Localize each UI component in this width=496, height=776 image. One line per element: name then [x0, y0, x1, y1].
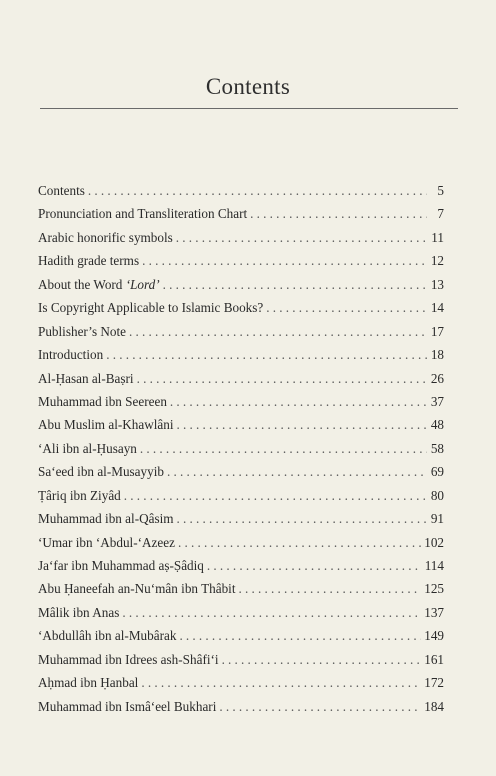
dot-leader — [177, 417, 427, 433]
dot-leader — [207, 558, 422, 574]
dot-leader — [137, 371, 427, 387]
page-title: Contents — [205, 74, 291, 99]
toc-entry-page-number: 26 — [430, 370, 444, 386]
dot-leader — [239, 581, 422, 597]
toc-entry-page-number: 161 — [424, 651, 444, 667]
toc-entry — [38, 535, 444, 558]
toc-entry-page-number: 11 — [431, 229, 444, 245]
dot-leader — [222, 652, 422, 668]
toc-entry-page-number: 14 — [430, 300, 444, 316]
toc-entry — [38, 488, 444, 511]
dot-leader — [140, 441, 427, 457]
toc-entry-page-number: 18 — [430, 347, 444, 363]
dot-leader — [167, 464, 427, 480]
dot-leader — [129, 324, 427, 340]
toc-entry — [38, 230, 444, 253]
toc-entry-title: Pronunciation and Transliteration Chart — [38, 206, 248, 222]
toc-entry-page-number: 69 — [430, 464, 444, 480]
toc-entry-title: ‘Abdullâh ibn al-Mubârak — [38, 628, 177, 644]
toc-entry-page-number: 125 — [424, 581, 444, 597]
toc-entry-page-number: 17 — [430, 323, 444, 339]
toc-entry — [38, 206, 444, 229]
toc-entry — [38, 300, 444, 323]
toc-entry-page-number: 114 — [424, 558, 444, 573]
toc-entry — [38, 675, 444, 698]
toc-entry-page-number: 137 — [424, 604, 444, 620]
toc-entry — [38, 347, 444, 370]
toc-entry-page-number: 102 — [424, 534, 444, 550]
dot-leader — [106, 347, 427, 363]
toc-entry-title: Hadith grade terms — [38, 253, 140, 269]
dot-leader — [176, 230, 427, 246]
dot-leader — [141, 675, 421, 691]
toc-entry-title: About the Word ‘Lord’ — [38, 276, 160, 292]
toc-entry-title: Arabic honorific symbols — [38, 229, 173, 245]
toc-entry-title: Abu Ḥaneefah an-Nu‘mân ibn Thâbit — [38, 581, 236, 597]
toc-entry — [38, 652, 444, 675]
toc-entry-title: Muhammad ibn Idrees ash-Shâfi‘i — [38, 651, 219, 667]
toc-entry — [38, 628, 444, 651]
toc-entry — [38, 253, 444, 276]
toc-entry-page-number: 184 — [424, 698, 444, 714]
toc-entry-title: ‘Umar ibn ‘Abdul-‘Azeez — [38, 534, 175, 550]
toc-entry-title: Muhammad ibn Seereen — [38, 393, 167, 409]
toc-entry-page-number: 13 — [430, 276, 444, 292]
dot-leader — [163, 277, 427, 293]
toc-entry — [38, 605, 444, 628]
title-divider — [40, 108, 458, 109]
toc-entry — [38, 558, 444, 581]
toc-entry-title: Sa‘eed ibn al-Musayyib — [38, 464, 164, 480]
dot-leader — [266, 300, 427, 316]
toc-entry-page-number: 5 — [437, 183, 444, 198]
toc-entry — [38, 464, 444, 487]
toc-entry — [38, 511, 444, 534]
toc-entry-title: Aḥmad ibn Ḥanbal — [38, 675, 139, 691]
toc-entry-page-number: 80 — [430, 487, 444, 503]
toc-entry-title: Muhammad ibn al-Qâsim — [38, 511, 174, 527]
dot-leader — [170, 394, 427, 410]
toc-entry-page-number: 12 — [430, 253, 444, 269]
toc-entry — [38, 183, 444, 206]
dot-leader — [124, 488, 427, 504]
toc-entry-page-number: 91 — [430, 511, 444, 527]
table-of-contents — [38, 183, 444, 722]
dot-leader — [219, 699, 421, 715]
toc-entry-title: Ja‘far ibn Muhammad aṣ-Ṣâdiq — [38, 558, 204, 573]
toc-entry-page-number: 7 — [437, 206, 444, 222]
toc-entry-page-number: 58 — [430, 440, 444, 456]
toc-entry — [38, 394, 444, 417]
toc-entry-title: Mâlik ibn Anas — [38, 604, 120, 620]
dot-leader — [88, 183, 427, 199]
toc-entry-page-number: 149 — [424, 628, 444, 644]
toc-entry — [38, 581, 444, 604]
toc-entry-title: Abu Muslim al-Khawlâni — [38, 417, 174, 433]
toc-entry-title: Ṭâriq ibn Ziyâd — [38, 487, 121, 503]
toc-entry — [38, 699, 444, 722]
toc-entry-title: Al-Ḥasan al-Baṣri — [38, 370, 134, 386]
toc-entry-page-number: 172 — [424, 675, 444, 691]
toc-entry-page-number: 48 — [430, 417, 444, 433]
dot-leader — [122, 605, 421, 621]
toc-entry-page-number: 37 — [430, 393, 444, 409]
dot-leader — [179, 628, 421, 644]
dot-leader — [250, 206, 427, 222]
toc-entry-title: Introduction — [38, 347, 104, 363]
toc-entry-title: ‘Ali ibn al-Ḥusayn — [38, 440, 137, 456]
dot-leader — [142, 253, 427, 269]
toc-entry-title: Muhammad ibn Ismâ‘eel Bukhari — [38, 698, 217, 714]
toc-entry-title: Contents — [38, 183, 85, 198]
toc-entry — [38, 277, 444, 300]
toc-entry — [38, 417, 444, 440]
dot-leader — [177, 511, 427, 527]
toc-entry — [38, 324, 444, 347]
toc-entry-title: Publisher’s Note — [38, 323, 127, 339]
toc-entry-title: Is Copyright Applicable to Islamic Books? — [38, 300, 264, 316]
dot-leader — [178, 535, 421, 551]
toc-entry — [38, 371, 444, 394]
toc-entry — [38, 441, 444, 464]
